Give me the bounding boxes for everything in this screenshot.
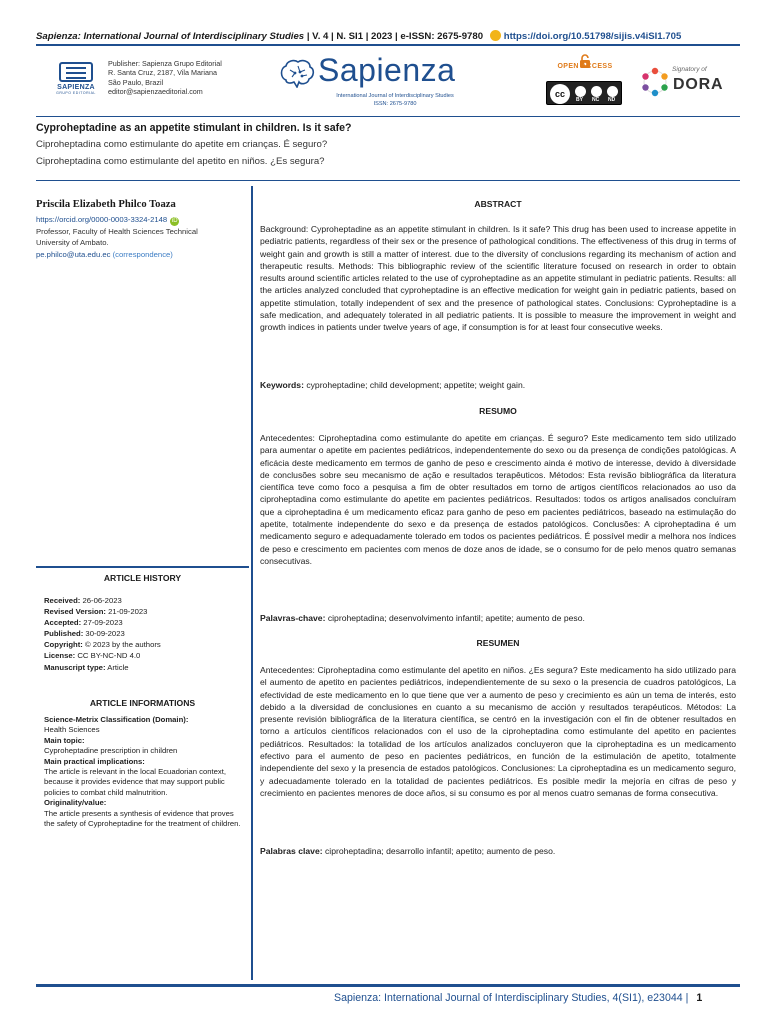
history-item: Manuscript type: Article [44, 662, 129, 672]
author-affiliation: University of Ambato. [36, 238, 109, 247]
cc-nd-label: ND [608, 97, 616, 103]
cc-by-label: BY [576, 97, 583, 103]
info-value: The article is relevant in the local Ecuadorian context, because it provides evidence that may support public policies to combat child malnutrition. [44, 767, 227, 797]
publisher-logo [52, 62, 100, 96]
history-item: Published: 30-09-2023 [44, 629, 125, 639]
article-info-heading: ARTICLE INFORMATIONS [89, 698, 196, 708]
doi-link[interactable]: https://doi.org/10.51798/sijis.v4iSI1.705 [503, 31, 682, 42]
open-access-label: OPEN ACCESS [557, 63, 613, 70]
resumen-text: Antecedentes: Ciproheptadina como estimulante del apetito en niños. ¿Es segura? Este medicamento ha sido utilizado para el aumento de apetito en pacientes pediátricos, independientemente de su sexo o la presencia de cuadros patológicos, La efectividad de este medicamento en lo que tiene que ver a aumento de peso y crecimiento es aún un tema de interés, esto debido a la diversidad de conclusiones en cuanto a su mecanismo de acción y resultados terapéuticos. Métodos: La presente revisión bibliográfica de la literatura científica, se centró en la investigación con el fin de obtener resultados en torno a artículos científicos relacionados con el uso de la ciproheptadina como estimulante del apetito en pacientes pediátricos. Resultados: la totalidad de los artículos analizados concluyeron que la ciproheptadina es un medicamento efectivo para el aumento de peso en pacientes pediátricos, en función de la estimulación de apetito, totalmente independiente del sexo y la presencia de estados patológicos. Conclusiones: La ciproheptadina es un medicamento seguro, y adecuadamente tolerado en la totalidad de pacientes pediátricos. Es posible medir la mejoría en cifras de peso y crecimiento en pacientes menores de doce años, si su consumo es por al menos cuatro semanas de forma consecutiva. [260, 665, 736, 798]
resumo-text: Antecedentes: Ciproheptadina como estimulante do apetite em crianças. É seguro? Este medicamento tem sido utilizado para aumentar o apetite em pacientes pediátricos, independentemente do sexo ou da presença de condições patológicas. A eficácia deste medicamento em termos de ganho de peso e crescimento ainda é motivo de interesse, devido à diversidade de conclusões sobre seu mecanismo de ação e resultados terapêuticos. Métodos: Esta revisão bibliográfica da literatura científica teve como foco a pesquisa a fim de obter resultados em torno de artigos científicos relacionados ao uso da ciproheptadina como estimulante do apetite em pacientes pediátricos. Resultados: todos os artigos analisados concluíram que a ciproheptadina é um medicamento eficaz para ganho de peso em pacientes pediátricos, baseado na estimulação do apetite, totalmente independente do sexo e da presença de estados patológicos. Conclusões: A ciproheptadina é um medicamento seguro e adequadamente tolerado em todos os pacientes pediátricos. É possível medir a melhora nos índices de peso e crescimento em pacientes com menos de doze anos de idade, se o consumo for de pelo menos quatro semanas consecutivas. [260, 433, 736, 566]
article-history-heading: ARTICLE HISTORY [103, 573, 182, 583]
article-history-list [44, 595, 161, 673]
history-item: Copyright: © 2023 by the authors [44, 640, 161, 650]
author-affiliation: Professor, Faculty of Health Sciences Technical [36, 227, 198, 236]
journal-brand: Sapienza [318, 52, 456, 88]
cc-icon: cc [550, 84, 570, 104]
article-title-es: Ciproheptadina como estimulante del apetito en niños. ¿Es segura? [36, 156, 325, 167]
brand-subtitle-line: International Journal of Interdisciplinary Studies [336, 93, 454, 99]
dora-signatory-label: Signatory of [672, 66, 707, 73]
author-email-link[interactable]: pe.philco@uta.edu.ec [36, 250, 111, 259]
title-rule-bottom [36, 180, 740, 181]
abstract-heading: ABSTRACT [474, 199, 522, 209]
publisher-line: São Paulo, Brazil [108, 77, 164, 87]
info-value: Cyproheptadine prescription in children [44, 746, 178, 756]
keywords-label: Palavras-chave: [260, 613, 326, 623]
title-rule-top [36, 116, 740, 117]
publisher-logo-subtext: GRUPO EDITORIAL [56, 91, 96, 95]
article-info-list [44, 715, 244, 829]
resumen-keywords [260, 846, 736, 856]
dora-label: DORA [673, 76, 724, 93]
header-rule [36, 44, 740, 46]
doi-icon [490, 30, 501, 41]
cc-nd-icon [607, 86, 618, 97]
info-label: Main topic: [44, 735, 85, 745]
running-header [36, 30, 736, 42]
keywords-value: ciproheptadina; desenvolvimento infantil; apetite; aumento de peso. [325, 613, 585, 623]
info-label: Main practical implications: [44, 756, 145, 766]
history-item: Accepted: 27-09-2023 [44, 618, 123, 628]
brand-issn: ISSN: 2675-9780 [373, 101, 417, 107]
resumen-heading: RESUMEN [476, 638, 520, 648]
orcid-icon[interactable]: iD [171, 218, 178, 224]
page-number: 1 [696, 992, 703, 1004]
cc-by-icon [575, 86, 586, 97]
correspondence-note: (correspondence) [110, 250, 173, 259]
footer-rule [36, 984, 740, 987]
publisher-logo-text: SAPIENZA [57, 84, 95, 91]
history-rule [36, 566, 249, 568]
header-journal: Sapienza: International Journal of Interdisciplinary Studies [36, 31, 305, 42]
keywords-value: cyproheptadine; child development; appetite; weight gain. [303, 380, 526, 390]
abstract-keywords [260, 380, 736, 390]
keywords-label: Palabras clave: [260, 846, 323, 856]
page-footer [334, 992, 702, 1004]
info-label: Science-Metrix Classification (Domain): [44, 715, 189, 724]
brain-logo-icon [278, 58, 316, 88]
header-issue: | V. 4 | N. SI1 | 2023 | e-ISSN: 2675-9780 [304, 31, 484, 42]
author-name: Priscila Elizabeth Philco Toaza [36, 199, 176, 210]
cc-license-badge[interactable] [546, 81, 622, 105]
resumo-keywords [260, 613, 736, 623]
publisher-logo-icon [59, 62, 93, 82]
publisher-email[interactable]: editor@sapienzaeditorial.com [108, 87, 203, 97]
publisher-line: Publisher: Sapienza Grupo Editorial [108, 59, 222, 68]
history-item: Received: 26-06-2023 [44, 596, 122, 605]
cc-nc-icon [591, 86, 602, 97]
article-title-en: Cyproheptadine as an appetite stimulant in children. Is it safe? [36, 122, 352, 134]
article-title-pt: Ciproheptadina como estimulante do apetite em crianças. É seguro? [36, 139, 328, 150]
publisher-line: R. Santa Cruz, 2187, Vila Mariana [108, 68, 217, 78]
keywords-value: ciproheptadina; desarrollo infantil; apetito; aumento de peso. [322, 846, 556, 856]
cc-nc-label: NC [592, 97, 600, 103]
dora-logo-icon [640, 67, 670, 97]
keywords-label: Keywords: [260, 380, 304, 390]
orcid-link[interactable]: https://orcid.org/0000-0003-3324-2148 [36, 215, 168, 224]
abstract-text: Background: Cyproheptadine as an appetite stimulant in children. Is it safe? This drug has been used to increase appetite in pediatric patients, regardless of their sex or the presence of pathological conditions. The effectiveness of this drug in terms of weight gain and growth is still a matter of interest. due to the diversity of conclusions regarding its mechanism of action and therapeutic results. Methods: This bibliographic review of the scientific literature focused on research in order to obtain results around scientific articles related to the use of cyproheptadine as an appetite stimulant in pediatric patients. Results: all the articles analyzed concluded that cyproheptadine is an effective medication for weight gain in pediatric patients, based on appetite stimulation, totally independent of sex and the presence of pathological states. Conclusions: Cyproheptadine is a safe medication, and adequately tolerated in all pediatric patients. It is possible to measure the improvement in weight and growth indices in patients under twelve years of age, if consumption is for at least four consecutive weeks. [260, 224, 736, 333]
resumo-heading: RESUMO [479, 406, 517, 416]
info-label: Originality/value: [44, 798, 107, 808]
column-divider [251, 186, 253, 980]
publisher-info [108, 59, 222, 97]
info-value: Health Sciences [44, 725, 100, 735]
history-item: License: CC BY-NC-ND 4.0 [44, 651, 141, 661]
journal-brand-subtitle [318, 92, 472, 108]
history-item: Revised Version: 21-09-2023 [44, 607, 148, 617]
orcid-line [36, 215, 179, 226]
info-value: The article presents a synthesis of evidence that proves the safety of Cyproheptadine for the treatment of children. [44, 808, 241, 829]
footer-citation: Sapienza: International Journal of Interdisciplinary Studies, 4(SI1), e23044 | [334, 992, 689, 1004]
author-email-line [36, 250, 173, 259]
